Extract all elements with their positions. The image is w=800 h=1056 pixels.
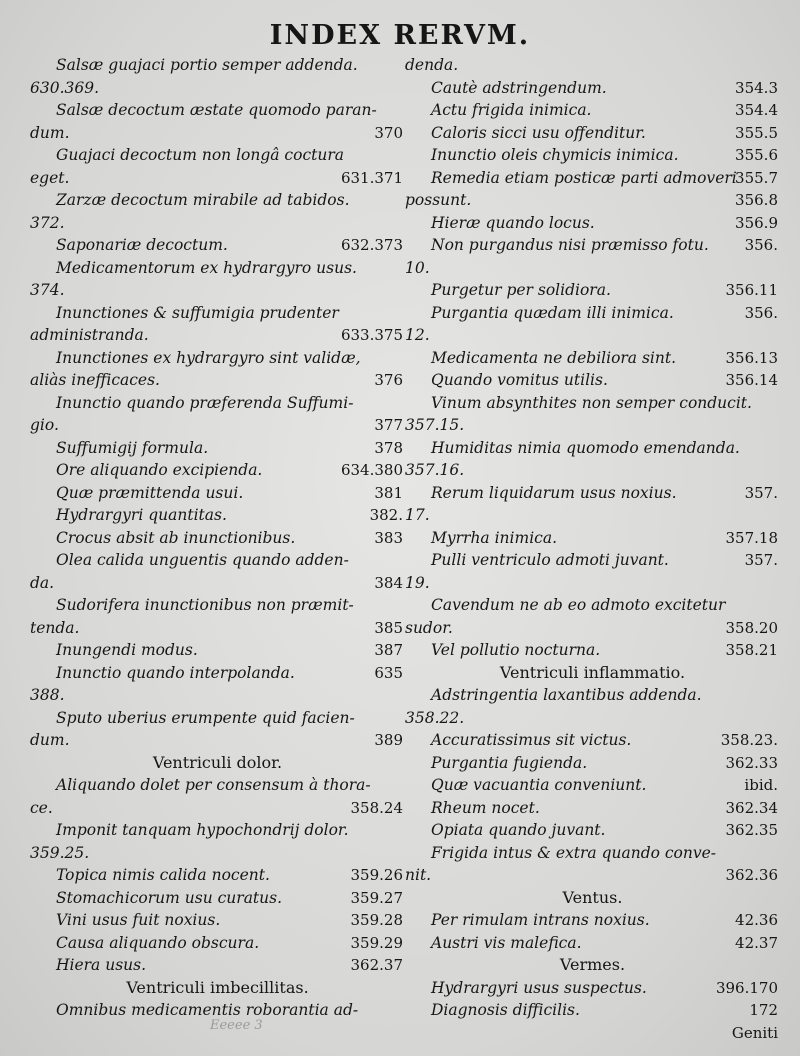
entry-text: Per rimulam intrans noxius. — [431, 911, 650, 929]
index-entry — [405, 707, 780, 730]
index-entry — [30, 797, 405, 820]
entry-text: Medicamentorum ex hydrargyro usus. — [56, 258, 357, 277]
section-heading — [405, 954, 780, 977]
entry-text: Salsæ guajaci portio semper addenda. — [56, 56, 358, 74]
entry-text: 359.25. — [30, 843, 90, 862]
page-reference: Geniti — [731, 1023, 778, 1042]
page-reference: 359.29 — [350, 933, 403, 952]
entry-text: ce. — [30, 798, 53, 817]
index-entry — [30, 212, 405, 235]
entry-text: Non purgandus nisi præmisso fotu. — [431, 236, 709, 254]
page-reference: 42.37 — [735, 933, 778, 952]
entry-text: Olea calida unguentis quando adden- — [56, 551, 349, 569]
entry-text: Humiditas nimia quomodo emendanda. — [431, 438, 740, 457]
index-entry — [405, 752, 780, 775]
page-reference: 635 — [374, 663, 403, 682]
entry-text: Crocus absit ab inunctionibus. — [56, 528, 296, 547]
index-entry — [30, 594, 405, 617]
entry-text: Remedia etiam posticæ parti admoveri — [431, 168, 737, 187]
entry-text: Cavendum ne ab eo admoto excitetur — [431, 596, 726, 614]
entry-text: Inungendi modus. — [56, 641, 198, 659]
index-entry — [405, 324, 780, 347]
section-heading — [405, 662, 780, 685]
index-entry — [405, 504, 780, 527]
page-reference: 378 — [374, 438, 403, 457]
entry-text: Rheum nocet. — [431, 798, 540, 817]
entry-text: possunt. — [405, 191, 472, 209]
index-entry — [405, 54, 780, 77]
section-heading — [30, 977, 405, 1000]
entry-text: dum. — [30, 731, 70, 749]
entry-text: Actu frigida inimica. — [431, 101, 592, 119]
page-reference: 377 — [374, 416, 403, 434]
entry-text: Cautè adstringendum. — [431, 78, 607, 97]
entry-text: Guajaci decoctum non longâ coctura — [56, 146, 344, 164]
entry-text: Medicamenta ne debiliora sint. — [431, 348, 677, 367]
index-entry — [405, 77, 780, 100]
index-entry — [30, 954, 405, 977]
index-entry — [405, 909, 780, 932]
entry-text: Vini usus fuit noxius. — [56, 911, 221, 929]
index-entry — [30, 819, 405, 842]
entry-text: Austri vis malefica. — [431, 933, 582, 952]
entry-text: Aliquando dolet per consensum à thora- — [56, 776, 371, 794]
page-reference: 358.21 — [725, 641, 778, 659]
page-reference: 356.9 — [735, 213, 778, 232]
entry-text: Diagnosis difficilis. — [431, 1001, 580, 1019]
entry-text: Inunctiones ex hydrargyro sint validæ, — [56, 348, 361, 367]
index-entry — [405, 302, 780, 325]
index-entry — [405, 684, 780, 707]
entry-text: Hiera usus. — [56, 956, 147, 974]
index-entry — [30, 932, 405, 955]
entry-text: Ventriculi inflammatio. — [499, 662, 686, 682]
index-entry — [405, 639, 780, 662]
entry-text: 357.16. — [405, 461, 465, 479]
page-reference: 356.11 — [725, 281, 778, 299]
entry-text: Ore aliquando excipienda. — [56, 461, 263, 479]
entry-text: da. — [30, 573, 55, 592]
entry-text: 630.369. — [30, 78, 100, 97]
index-entry — [30, 99, 405, 122]
entry-text: Omnibus medicamentis roborantia ad- — [56, 1001, 359, 1019]
index-column-right — [405, 54, 780, 1044]
entry-text: Zarzæ decoctum mirabile ad tabidos. — [56, 191, 350, 209]
index-entry — [30, 167, 405, 190]
index-entry — [405, 369, 780, 392]
index-entry — [405, 527, 780, 550]
entry-text: dum. — [30, 123, 70, 142]
page-reference: 362.37 — [350, 956, 403, 974]
index-entry — [405, 932, 780, 955]
index-entry — [405, 212, 780, 235]
section-heading — [30, 752, 405, 775]
section-heading — [405, 887, 780, 910]
index-entry — [30, 324, 405, 347]
page-reference: 362.34 — [725, 798, 778, 817]
page-reference: 387 — [374, 641, 403, 659]
index-entry — [30, 279, 405, 302]
entry-text: Saponariæ decoctum. — [56, 236, 228, 254]
page-reference: 356. — [744, 303, 778, 322]
entry-text: Hydrargyri quantitas. — [56, 506, 227, 524]
index-entry — [405, 459, 780, 482]
entry-text: Frigida intus & extra quando conve- — [431, 843, 717, 862]
index-entry — [405, 549, 780, 572]
entry-text: Inunctiones & suffumigia prudenter — [56, 303, 339, 322]
page-reference: 356. — [744, 236, 778, 254]
entry-text: Vermes. — [559, 955, 626, 974]
index-entry — [30, 189, 405, 212]
index-entry — [30, 302, 405, 325]
entry-text: Hieræ quando locus. — [431, 213, 595, 232]
index-entry — [30, 234, 405, 257]
index-entry — [30, 549, 405, 572]
entry-text: 388. — [30, 686, 65, 704]
index-entry — [405, 234, 780, 257]
index-entry — [30, 707, 405, 730]
entry-text: Quæ vacuantia conveniunt. — [431, 776, 647, 794]
entry-text: Sudorifera inunctionibus non præmit- — [56, 596, 354, 614]
entry-text: denda. — [405, 56, 459, 74]
index-entry — [405, 977, 780, 1000]
page-reference: 376 — [374, 371, 403, 389]
entry-text: Salsæ decoctum æstate quomodo paran- — [56, 101, 377, 119]
index-entry — [30, 729, 405, 752]
entry-text: Ventus. — [562, 887, 623, 907]
entry-text: Quando vomitus utilis. — [431, 371, 608, 389]
page-reference: 172 — [749, 1001, 778, 1019]
page-reference: 633.375 — [340, 326, 403, 344]
entry-text: Suffumigij formula. — [56, 438, 209, 457]
page-reference: 389 — [374, 731, 403, 749]
page-reference: 354.3 — [735, 78, 778, 97]
entry-text: Sputo uberius erumpente quid facien- — [56, 708, 355, 727]
index-entry — [405, 482, 780, 505]
page-reference: 383 — [374, 528, 403, 547]
index-entry — [30, 482, 405, 505]
entry-text: Causa aliquando obscura. — [56, 933, 260, 952]
index-entry — [30, 414, 405, 437]
index-entry — [30, 369, 405, 392]
index-entry — [30, 774, 405, 797]
index-entry — [30, 684, 405, 707]
page-title: INDEX RERVM. — [269, 20, 531, 51]
page-reference: 396.170 — [715, 978, 778, 997]
index-entry — [30, 662, 405, 685]
entry-text: Myrrha inimica. — [431, 528, 557, 547]
index-entry — [30, 347, 405, 370]
index-entry — [405, 594, 780, 617]
index-entry — [30, 459, 405, 482]
page-reference: 356.14 — [725, 371, 778, 389]
index-entry — [30, 144, 405, 167]
index-column-left — [30, 54, 405, 1022]
page-reference: 362.35 — [725, 821, 778, 839]
entry-text: 10. — [405, 258, 430, 277]
page-reference: 356.13 — [725, 348, 778, 367]
page-reference: 42.36 — [735, 911, 778, 929]
entry-text: Opiata quando juvant. — [431, 821, 606, 839]
index-entry — [405, 257, 780, 280]
index-entry — [30, 842, 405, 865]
entry-text: Purgantia fugienda. — [431, 753, 588, 772]
entry-text: Purgetur per solidiora. — [431, 281, 611, 299]
index-entry — [405, 347, 780, 370]
entry-text: Inunctio quando interpolanda. — [56, 663, 295, 682]
entry-text: Topica nimis calida nocent. — [56, 866, 270, 884]
index-entry — [405, 797, 780, 820]
index-entry — [30, 122, 405, 145]
entry-text: Hydrargyri usus suspectus. — [431, 978, 647, 997]
page-reference: 358.23. — [720, 731, 778, 749]
page-reference: 355.7 — [735, 168, 778, 187]
entry-text: 372. — [30, 213, 65, 232]
entry-text: Ventriculi dolor. — [152, 752, 283, 772]
page-reference: 359.26 — [350, 866, 403, 884]
entry-text: 17. — [405, 506, 430, 524]
index-entry — [405, 167, 780, 190]
page-reference: 355.5 — [735, 123, 778, 142]
index-entry — [30, 639, 405, 662]
index-entry — [405, 144, 780, 167]
index-entry — [30, 77, 405, 100]
entry-text: 12. — [405, 326, 430, 344]
index-entry — [405, 774, 780, 797]
page-reference: 362.33 — [725, 753, 778, 772]
entry-text: 357.15. — [405, 416, 465, 434]
index-entry — [405, 999, 780, 1022]
page-reference: 358.24 — [350, 798, 403, 817]
index-entry — [405, 122, 780, 145]
index-entry — [30, 437, 405, 460]
index-entry — [30, 257, 405, 280]
entry-text: Vel pollutio nocturna. — [431, 641, 601, 659]
index-entry — [30, 864, 405, 887]
page-reference: 358.20 — [725, 618, 778, 637]
page-reference: 385 — [374, 618, 403, 637]
index-entry — [405, 414, 780, 437]
page-reference: ibid. — [744, 776, 778, 794]
entry-text: aliàs inefficaces. — [30, 371, 160, 389]
index-entry — [405, 842, 780, 865]
page-reference: 355.6 — [735, 146, 778, 164]
page-reference: 362.36 — [725, 866, 778, 884]
page-reference: 354.4 — [735, 101, 778, 119]
index-entry — [30, 572, 405, 595]
index-entry — [405, 392, 780, 415]
entry-text: eget. — [30, 168, 70, 187]
page-reference: 634.380 — [340, 461, 403, 479]
entry-text: Rerum liquidarum usus noxius. — [431, 483, 677, 502]
entry-text: Vinum absynthites non semper conducit. — [431, 393, 752, 412]
entry-text: Purgantia quædam illi inimica. — [431, 303, 674, 322]
index-entry — [405, 819, 780, 842]
entry-text: Inunctio quando præferenda Suffumi- — [56, 393, 354, 412]
index-entry — [30, 887, 405, 910]
index-entry — [30, 527, 405, 550]
index-entry — [30, 54, 405, 77]
index-entry — [405, 572, 780, 595]
entry-text: 19. — [405, 573, 430, 592]
entry-text: gio. — [30, 416, 59, 434]
page-reference: 631.371 — [340, 168, 403, 187]
index-entry — [30, 909, 405, 932]
entry-text: tenda. — [30, 618, 80, 637]
index-entry — [405, 437, 780, 460]
index-entry — [30, 504, 405, 527]
entry-text: Adstringentia laxantibus addenda. — [431, 686, 702, 704]
page-reference: 370 — [374, 123, 403, 142]
page-reference: 359.28 — [350, 911, 403, 929]
index-entry — [405, 279, 780, 302]
entry-text: Ventriculi imbecillitas. — [126, 977, 309, 997]
entry-text: sudor. — [405, 618, 453, 637]
index-entry — [405, 729, 780, 752]
entry-text: Accuratissimus sit victus. — [431, 731, 632, 749]
page-reference: 384 — [374, 573, 403, 592]
page-reference: 359.27 — [350, 888, 403, 907]
index-entry — [405, 189, 780, 212]
page-reference: 381 — [374, 483, 403, 502]
entry-text: Stomachicorum usu curatus. — [56, 888, 283, 907]
page-reference: 356.8 — [735, 191, 778, 209]
page-reference: 357. — [744, 483, 778, 502]
page-reference: 382. — [369, 506, 403, 524]
entry-text: 358.22. — [405, 708, 465, 727]
index-entry — [30, 392, 405, 415]
index-entry — [30, 617, 405, 640]
index-entry — [405, 864, 780, 887]
entry-text: Quæ præmittenda usui. — [56, 483, 244, 502]
entry-text: Pulli ventriculo admoti juvant. — [431, 551, 669, 569]
entry-text: Imponit tanquam hypochondrij dolor. — [56, 821, 349, 839]
page-reference: 632.373 — [340, 236, 403, 254]
entry-text: nit. — [405, 866, 432, 884]
page-reference: 357.18 — [725, 528, 778, 547]
index-entry — [405, 1022, 780, 1045]
page-reference: 357. — [744, 551, 778, 569]
entry-text: administranda. — [30, 326, 149, 344]
entry-text: Inunctio oleis chymicis inimica. — [431, 146, 679, 164]
signature-mark: Eeeee 3 — [210, 1018, 263, 1033]
index-entry — [405, 617, 780, 640]
index-entry — [405, 99, 780, 122]
entry-text: Caloris sicci usu offenditur. — [431, 123, 646, 142]
entry-text: 374. — [30, 281, 65, 299]
